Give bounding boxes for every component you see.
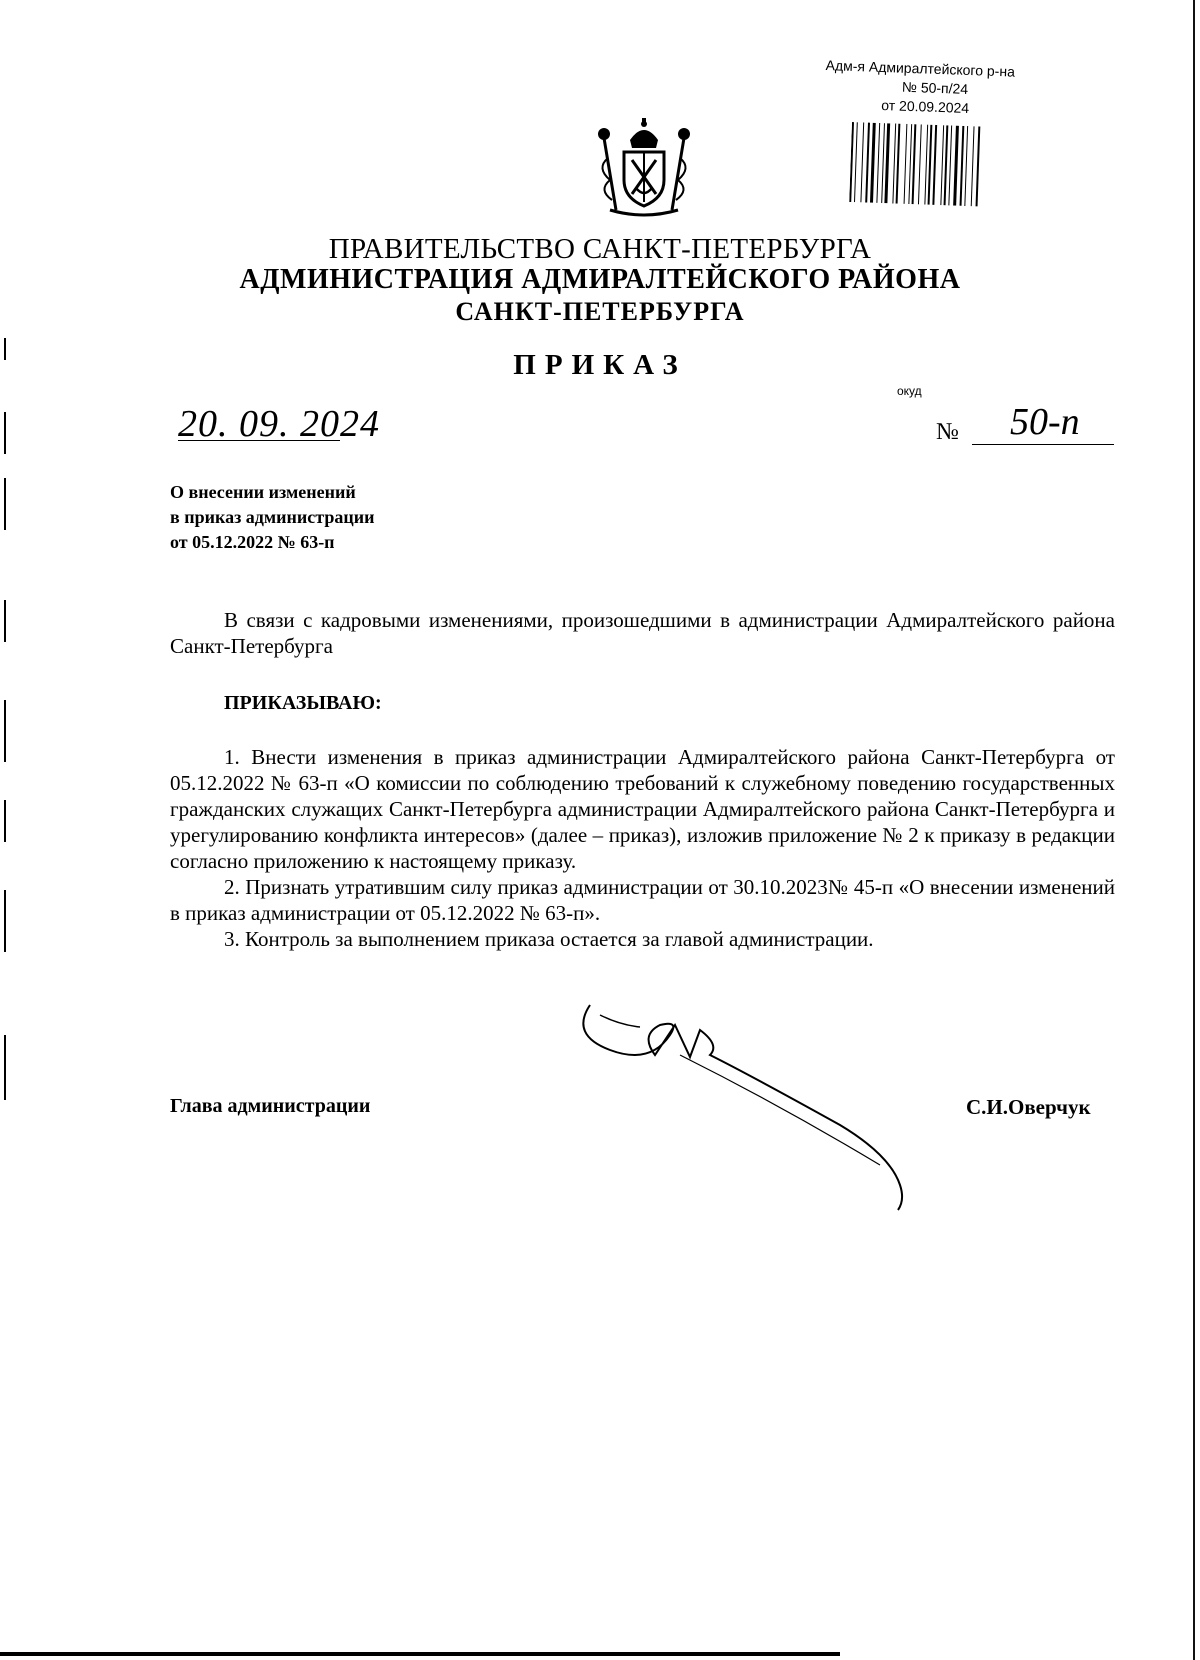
barcode-bar bbox=[940, 125, 944, 205]
document-subject bbox=[170, 480, 490, 555]
number-underline bbox=[972, 444, 1114, 445]
document-number: 50-п bbox=[1010, 401, 1080, 443]
administration-heading: АДМИНИСТРАЦИЯ АДМИРАЛТЕЙСКОГО РАЙОНА bbox=[239, 264, 961, 295]
coat-of-arms-icon bbox=[590, 118, 698, 218]
handwritten-signature bbox=[580, 995, 960, 1245]
barcode-bar bbox=[928, 125, 933, 205]
barcode-bar bbox=[876, 123, 880, 203]
order-item: 1. Внести изменения в приказ администрации Адмиралтейского района Санкт-Петербурга от 05.12.2022 № 63-п «О комиссии по соблюдению требований к служебному поведению государственных гражданских служащих Санкт-Петербурга администрации Адмиралтейского района Санкт-Петербурга и урегулированию конфликта интересов» (далее – приказ), изложив приложение № 2 к приказу в редакции согласно приложению к настоящему приказу. bbox=[170, 745, 1115, 873]
number-sign: № bbox=[936, 419, 959, 445]
barcode-bar bbox=[976, 126, 981, 206]
order-item: 3. Контроль за выполнением приказа остается за главой администрации. bbox=[224, 927, 874, 951]
scan-edge-mark bbox=[4, 338, 6, 360]
stamp-organization: Адм-я Адмиралтейского р-на bbox=[825, 56, 1016, 80]
barcode-bar bbox=[881, 123, 885, 203]
barcode-bar bbox=[884, 123, 890, 203]
barcode-bar bbox=[904, 124, 908, 204]
barcode-bar bbox=[892, 124, 896, 204]
scan-edge-mark bbox=[4, 800, 6, 842]
scan-edge-mark bbox=[4, 700, 6, 762]
signatory-title: Глава администрации bbox=[170, 1095, 371, 1117]
barcode-bar bbox=[944, 125, 949, 205]
scan-bottom-edge bbox=[0, 1652, 840, 1656]
barcode-bar bbox=[924, 125, 928, 205]
barcode-bar bbox=[932, 125, 937, 205]
barcode-bar bbox=[854, 122, 858, 202]
barcode-bar bbox=[953, 126, 959, 206]
subject-line: от 05.12.2022 № 63-п bbox=[170, 532, 335, 552]
barcode bbox=[849, 122, 1017, 208]
document-type-heading: ПРИКАЗ bbox=[513, 349, 687, 381]
scan-edge-mark bbox=[4, 890, 6, 952]
barcode-bar bbox=[865, 123, 870, 203]
stamp-number: № 50-п/24 bbox=[901, 78, 969, 97]
registration-stamp bbox=[824, 56, 1056, 121]
barcode-bar bbox=[908, 124, 912, 204]
stamp-date: от 20.09.2024 bbox=[881, 96, 970, 117]
barcode-bar bbox=[960, 126, 965, 206]
scan-edge-mark bbox=[4, 1035, 6, 1100]
reason-paragraph: В связи с кадровыми изменениями, произошедшими в администрации Адмиралтейского района Санкт-Петербурга bbox=[170, 608, 1115, 658]
order-item: 2. Признать утратившим силу приказ администрации от 30.10.2023№ 45-п «О внесении изменений в приказ администрации от 05.12.2022 № 63-п». bbox=[170, 875, 1115, 925]
government-heading: ПРАВИТЕЛЬСТВО САНКТ-ПЕТЕРБУРГА bbox=[328, 233, 872, 265]
barcode-bar bbox=[849, 122, 854, 202]
subject-line: О внесении изменений bbox=[170, 482, 356, 502]
barcode-bar bbox=[870, 123, 876, 203]
subject-line: в приказ администрации bbox=[170, 507, 375, 527]
barcode-bar bbox=[964, 126, 968, 206]
document-date: 20. 09. 2024 bbox=[178, 403, 380, 445]
scan-edge-mark bbox=[4, 412, 6, 454]
barcode-bar bbox=[912, 124, 917, 204]
scan-right-edge bbox=[1193, 0, 1195, 1660]
okud-label: окуд bbox=[897, 384, 922, 398]
signatory-name: С.И.Оверчук bbox=[966, 1095, 1091, 1119]
barcode-bar bbox=[896, 124, 901, 204]
scan-edge-mark bbox=[4, 600, 6, 642]
order-items bbox=[170, 744, 1115, 952]
date-underline bbox=[178, 440, 340, 441]
barcode-bar bbox=[918, 124, 922, 204]
city-heading: САНКТ-ПЕТЕРБУРГА bbox=[455, 297, 745, 326]
order-word: ПРИКАЗЫВАЮ: bbox=[224, 692, 382, 714]
scan-edge-mark bbox=[4, 478, 6, 530]
barcode-bar bbox=[971, 126, 975, 206]
barcode-bar bbox=[860, 122, 864, 202]
barcode-bar bbox=[948, 125, 952, 205]
